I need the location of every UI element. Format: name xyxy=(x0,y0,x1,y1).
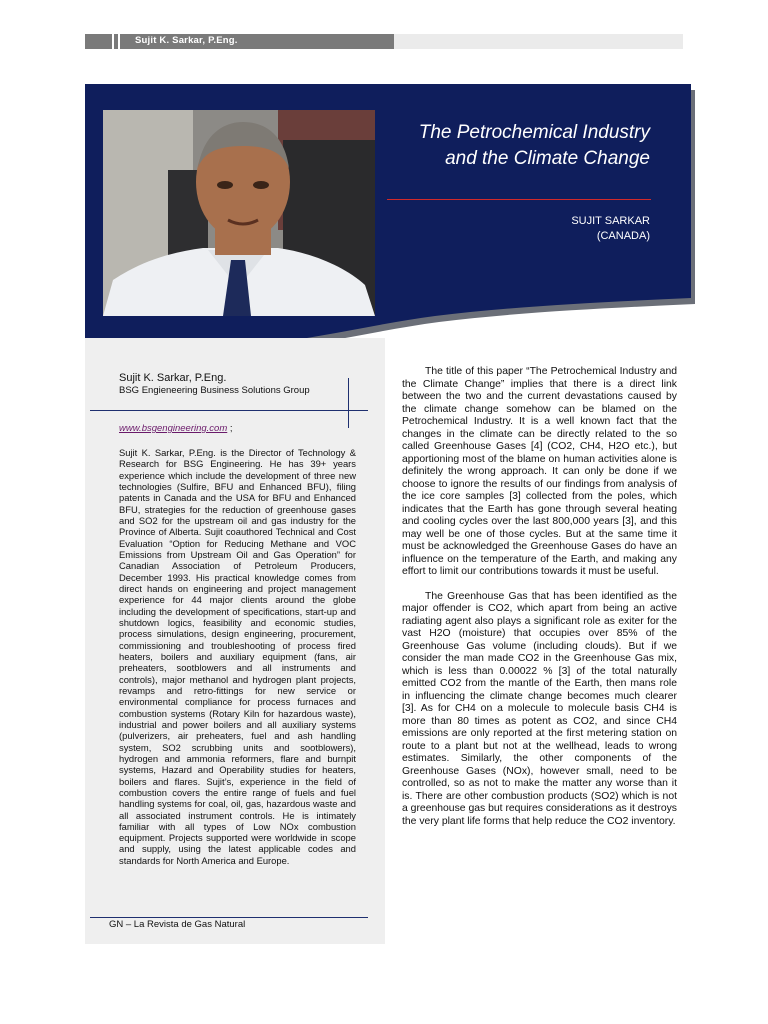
footer-rule xyxy=(90,917,368,918)
body-paragraph: The title of this paper “The Petrochemical Industry and the Climate Change” implies that there is a direct link between the two and the current devastations caused by the climate change somehow can be blamed on the Petrochemical Industry. It is a well known fact that the changes in the climate can be directly related to the so called Greenhouse Gases [4] (CO2, CH4, H2O etc.), but apportioning most of the blame on human activities alone is definitely the wrong approach. It can only be done if we choose to ignore the results of our findings from analysis of the ice core samples [3] collected from the poles, which indicates that the Earth has gone through several heating and cooling cycles over the last 800,000 years [3], and this may well be one of those cycles. But at the same time it must be acknowledged the Greenhouse Gases do have an influence on the temperature of the Earth, and making any effort to limit our contributions towards it must be useful. xyxy=(402,366,677,577)
sidebar-rule-vertical xyxy=(348,378,349,428)
sidebar-author-name: Sujit K. Sarkar, P.Eng. xyxy=(119,372,227,384)
title-rule xyxy=(387,199,651,200)
article-title-line: and the Climate Change xyxy=(445,148,650,169)
sidebar-rule xyxy=(90,410,368,411)
byline-author: SUJIT SARKAR xyxy=(571,215,650,227)
body-paragraph: The Greenhouse Gas that has been identified as the major offender is CO2, which apart from being an active radiating agent also plays a significant role as exiter for the vast H2O (moisture) that occupies over 85% of the Greenhouse Gas volume (including clouds). But if we consider the man made CO2 in the Greenhouse Gas mix, which is less than 0.00022 % [3] of the total naturally emitted CO2 from the mantle of the Earth, then mans role in influencing the climate change becomes much clearer [3]. As for CH4 on a molecule to molecule basis CH4 is more than 80 times as potent as CO2, and since CH4 emissions are only reported at the first metering station on route to a plant but not at the wellhead, leads to wrong estimates. Similarly, the other components of the Greenhouse Gases (NOx), however small, need to be controlled, so as not to make the matter any worse than it is. There are other combustion products (SO2) which is not a greenhouse gas but requires considerations as it destroys the very plant life forms that help reduce the CO2 inventory. xyxy=(402,590,677,827)
website-link[interactable]: www.bsgengineering.com xyxy=(119,423,228,434)
article-title xyxy=(395,120,650,172)
author-photo xyxy=(103,110,375,316)
author-bio: Sujit K. Sarkar, P.Eng. is the Director of Technology & Research for BSG Engineering. He has 39+ years experience which include the development of three new technologies (Sulfire, BFU and Enhanced BFU), filing patents in Canada and the USA for BFU and Enhanced BFU, strategies for the reduction of greenhouse gases and SO2 for the upstream oil and gas industry for the Province of Alberta. Sujit coauthored Technical and Cost Evaluation “Option for Reducing Methane and VOC Emissions from Upstream Oil and Gas Operation” for Canadian Association of Petroleum Producers, December 1993. His practical knowledge comes from direct hands on engineering and project management experience for 44 major clients around the globe including the development of specifications, start-up and shutdown logics, feasibility and economic studies, process simulations, design engineering, procurement, commissioning and troubleshooting of process fired heaters, boilers and auxiliary equipment (fans, air preheaters, sootblowers and all instruments and controls), major methanol and hydrogen plant projects, revamps and retro-fittings for new service or environmental compliance for process furnaces and combustion systems (Rotary Kiln for hazardous waste), industrial and power boilers and all auxiliary systems (pulverizers, air preheaters, fuel and ash handling system, SO2 scrubbing units and sootblowers), hydrogen and ammonia reformers, flare and burnpit systems, Hazard and Operability studies for heaters, boilers and flares. Sujit’s, experience in the field of combustion covers the entire range of fuels and fuel handling systems for coal, oil, gas, hazardous waste and all associated instrument controls. He is intimately familiar with all types of Low NOx combustion equipment. Projects supported were worldwide in scope and supply, using the latest applicable codes and standards for North America and Europe. xyxy=(119,447,356,866)
byline-country: (CANADA) xyxy=(596,230,650,242)
running-header-author: Sujit K. Sarkar, P.Eng. xyxy=(135,35,238,46)
running-header xyxy=(85,34,683,49)
header-divider xyxy=(112,34,114,49)
sidebar-website xyxy=(119,423,233,434)
page-footer: GN – La Revista de Gas Natural xyxy=(109,919,246,930)
website-link-suffix: ; xyxy=(227,423,233,434)
article-body xyxy=(402,366,677,828)
header-divider xyxy=(118,34,120,49)
running-header-bar xyxy=(85,34,394,49)
sidebar-author-group: BSG Engieneering Business Solutions Group xyxy=(119,385,310,396)
article-title-line: The Petrochemical Industry xyxy=(418,122,650,143)
article-byline xyxy=(480,214,650,244)
